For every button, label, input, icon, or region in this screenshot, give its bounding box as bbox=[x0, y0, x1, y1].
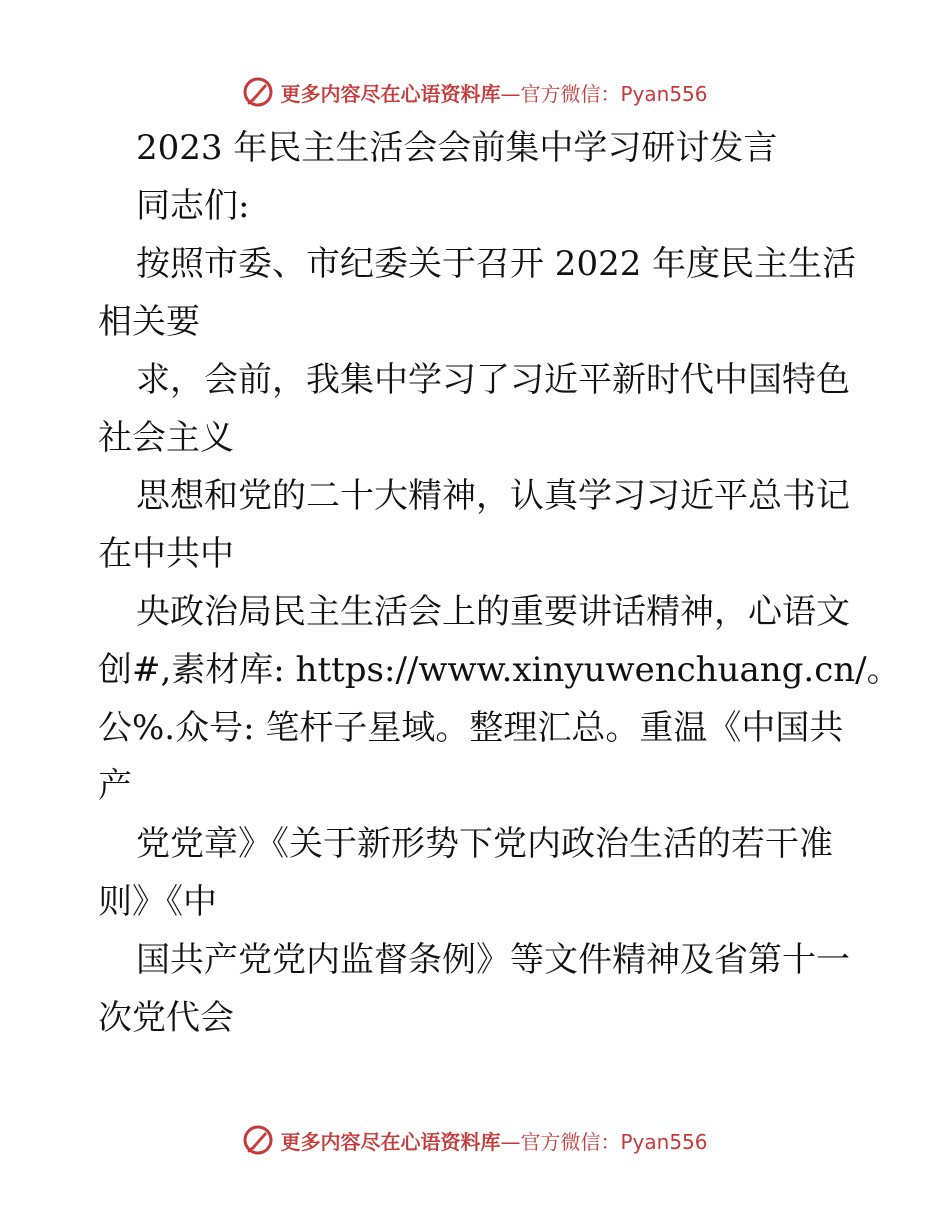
footer-wechat-id: Pyan556 bbox=[620, 1129, 708, 1154]
footer-site-text: 更多内容尽在心语资料库 bbox=[280, 1129, 501, 1154]
footer-dash: — bbox=[500, 1129, 521, 1154]
header-wechat-id: Pyan556 bbox=[620, 81, 708, 106]
header-official-label: 官方微信： bbox=[520, 81, 621, 106]
body-line: 按照市委、市纪委关于召开 2022 年度民主生活 bbox=[136, 244, 857, 284]
footer-official-label: 官方微信： bbox=[520, 1129, 621, 1154]
body-line: 创#,素材库: https://www.xinyuwenchuang.cn/。 bbox=[98, 650, 901, 690]
quill-logo-icon bbox=[242, 1124, 274, 1156]
footer-banner bbox=[0, 1120, 950, 1160]
body-line: 思想和党的二十大精神，认真学习习近平总书记 bbox=[136, 476, 850, 516]
body-line: 央政治局民主生活会上的重要讲话精神，心语文 bbox=[136, 592, 850, 632]
footer-banner-text bbox=[280, 1126, 707, 1155]
body-line: 国共产党党内监督条例》等文件精神及省第十一 bbox=[136, 940, 850, 980]
header-site-text: 更多内容尽在心语资料库 bbox=[280, 81, 501, 106]
body-line: 在中共中 bbox=[98, 534, 234, 574]
body-line: 则》《中 bbox=[98, 882, 217, 922]
body-line: 党党章》《关于新形势下党内政治生活的若干准 bbox=[136, 824, 833, 864]
header-dash: — bbox=[500, 81, 521, 106]
header-banner-text bbox=[280, 78, 707, 107]
body-line: 次党代会 bbox=[98, 998, 234, 1038]
body-line: 社会主义 bbox=[98, 418, 234, 458]
body-line: 求，会前，我集中学习了习近平新时代中国特色 bbox=[136, 360, 850, 400]
quill-logo-icon bbox=[242, 76, 274, 108]
body-line: 公%.众号: 笔杆子星域。整理汇总。重温《中国共 bbox=[98, 708, 844, 748]
body-line: 产 bbox=[98, 766, 132, 806]
body-line: 相关要 bbox=[98, 302, 200, 342]
greeting: 同志们: bbox=[136, 186, 250, 226]
header-banner bbox=[0, 72, 950, 112]
document-title: 2023 年民主生活会会前集中学习研讨发言 bbox=[136, 128, 778, 168]
